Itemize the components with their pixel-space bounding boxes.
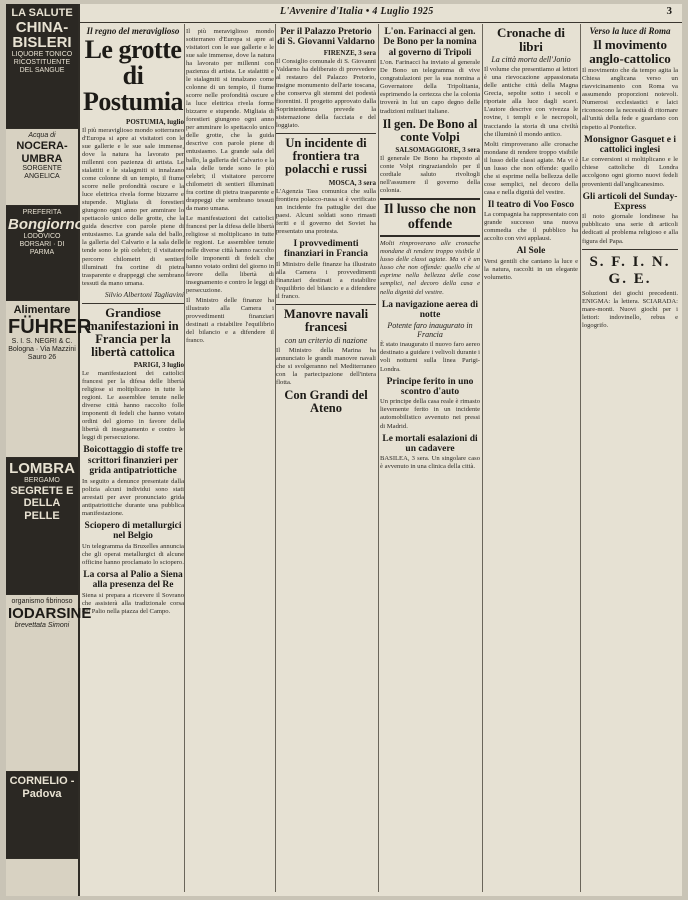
divider (582, 249, 678, 250)
ad-fuhrer (6, 301, 92, 458)
subheadline: La città morta dell'Jonio (491, 55, 571, 65)
divider (82, 303, 184, 304)
divider (276, 133, 376, 134)
ad-brand: Bongiorno (8, 216, 84, 234)
headline-frontiera: Un incidente di frontiera tra polacchi e russi (285, 136, 367, 177)
headline-sciopero: Sciopero di metallurgici nel Belgio (84, 520, 182, 542)
article-body: Il più meraviglioso mondo sotterraneo d'Europa si apre ai visitatori con le sue gallerie e le sue sale immense, dove la natura ha lavorato per millenni con pazienza di artista. Le stalattiti e le stalagmiti si innalzano come colonne di un tempio, il fiume scorre nelle profondità oscure e la luce elettrica rivela forme bizzarre e stupende. Migliaia di forestieri giungono ogni anno per ammirare lo spettacolo unico delle grotte, che la guida descrive con parole piene di entusiasmo. La grande sala del ballo, la galleria del Calvario e la sala delle tende sono le più celebri; il visitatore percorre chilometri di sentieri illuminati fra cortine di pietra trasparente e drappeggi che sembrano tessuti da mano umana. (82, 127, 184, 287)
article-body: Il Ministro della Marina ha annunciato le grandi manovre navali che si svolgeranno nel Mediterraneo con la partecipazione dell'intera flotta. (276, 347, 376, 387)
headline-bottom: Con Grandi del Ateno (284, 388, 368, 416)
article-body: Le conversioni si moltiplicano e le chiese cattoliche di Londra accolgono ogni giorno nuovi fedeli provenienti dall'anglicanesimo. (582, 156, 678, 188)
article-body: Un principe della casa reale è rimasto lievemente ferito in un incidente automobilistico avvenuto nei pressi di Madrid. (380, 398, 480, 430)
ad-china-bisleri (6, 4, 78, 129)
ad-text: SEGRETE E DELLA PELLE (10, 484, 74, 523)
headline-esalazioni: Le mortali esalazioni di un cadavere (382, 433, 478, 454)
column-rule (275, 24, 276, 892)
article-body: Versi gentili che cantano la luce e la natura, raccolti in un elegante volumetto. (484, 257, 578, 281)
ad-text: Alimentare (13, 304, 71, 316)
ad-nocera-umbra (6, 129, 78, 206)
column-de-bono (380, 24, 480, 892)
newspaper-page (6, 4, 682, 896)
column-rule (378, 24, 379, 892)
ad-text: PREFERITA (22, 209, 62, 216)
box-lusso (380, 198, 480, 237)
divider (276, 304, 376, 305)
subheadline: Potente faro inaugurato in Francia (387, 321, 473, 340)
ad-text: LODOVICO BORSARI · DI PARMA (19, 232, 65, 256)
article-body: La compagnia ha rappresentato con grande successo una nuova commedia che il pubblico ha accolto con vivi applausi. (484, 211, 578, 243)
author-signature: Silvio Albertoni Tagliavini (104, 289, 184, 299)
headline-al-sole: Al Sole (516, 246, 546, 257)
ad-cornelio (6, 772, 78, 859)
ad-text: brevettata Simoni (14, 621, 70, 629)
headline-pretorio: Per il Palazzo Pretorio di S. Giovanni Valdarno (277, 27, 375, 48)
article-body: In seguito a denunce presentate dalla polizia alcuni individui sono stati arrestati per aver pronunciato grida antipatriottiche durante una pubblica manifestazione. (82, 477, 184, 517)
headline-lusso: Il lusso che non offende (383, 201, 477, 232)
ad-lombra (6, 458, 78, 595)
article-body-cont: Il Ministro delle finanze ha illustrato alla Camera i provvedimenti finanziari destinati a ristabilire l'equilibrio del bilancio e a difendere il franco. (186, 297, 274, 345)
column-rule (580, 24, 581, 892)
kicker: Verso la luce di Roma (589, 26, 671, 36)
column-rule (184, 24, 185, 892)
ad-iodarsine (6, 595, 92, 772)
headline-farinacci: L'on. Farinacci al gen. De Bono per la nomina al governo di Tripoli (383, 27, 477, 58)
dateline: FIRENZE, 3 sera (323, 48, 376, 57)
headline-provvedimenti: I provvedimenti finanziari in Francia (284, 238, 368, 260)
article-body: Il Consiglio comunale di S. Giovanni Valdarno ha deliberato di provvedere al restauro del Palazzo Pretorio, insigne monumento dell'arte toscana, che conserva gli stemmi dei podestà fiorentini. Il progetto approvato dalla Soprintendenza prevede la sistemazione della facciata e del loggiato. (276, 57, 376, 130)
dateline: SALSOMAGGIORE, 3 sera (395, 145, 480, 154)
ad-brand: CHINA-BISLERI (12, 18, 72, 52)
ad-brand: FÜHRER (8, 315, 92, 338)
article-body: BASILEA, 3 sera. Un singolare caso è avvenuto in una clinica della città. (380, 455, 480, 471)
page-number: 3 (666, 5, 672, 17)
article-body: L'on. Farinacci ha inviato al generale De Bono un telegramma di vive congratulazioni per la sua nomina a Governatore della Tripolitania, esprimendo la certezza che la colonia troverà in lui un capo degno delle tradizioni militari italiane. (380, 59, 480, 115)
column-grotte-cont (186, 24, 274, 892)
article-body-cont: Il più meraviglioso mondo sotterraneo d'Europa si apre ai visitatori con le sue gallerie e le sue sale immense, dove la natura ha lavorato per millenni con pazienza di artista. Le stalattiti e le stalagmiti si innalzano come colonne di un tempio, il fiume scorre nelle profondità oscure e la luce elettrica rivela forme bizzarre e stupende. Migliaia di forestieri giungono ogni anno per ammirare lo spettacolo unico delle grotte, che la guida descrive con parole piene di entusiasmo. La grande sala del ballo, la galleria del Calvario e la sala delle tende sono le più celebri; il visitatore percorre chilometri di sentieri illuminati fra cortine di pietra trasparente e drappeggi che sembrano tessuti da mano umana. (186, 28, 274, 212)
headline-de-bono: Il gen. De Bono al conte Volpi (382, 116, 478, 144)
article-body: Il generale De Bono ha risposto al conte Volpi ringraziandolo per il cordiale saluto rivoltogli nell'assumere il governo della colonia. (380, 154, 480, 194)
headline-boicottaggio: Boicottaggio di stoffe tre scrittori finanzieri per grida antipatriottiche (83, 445, 183, 477)
article-body: Il Ministro delle finanze ha illustrato alla Camera i provvedimenti finanziari destinati a ristabilire l'equilibrio del bilancio e a difendere il franco. (276, 260, 376, 300)
article-body: Il volume che presentiamo ai lettori è una rievocazione appassionata delle antiche città della Magna Grecia, sepolte sotto i secoli e riportate alla luce dagli scavi. L'autore descrive con vivezza le rovine, i templi e le necropoli, tracciando la storia di una civiltà che illuminò il mondo antico. (484, 66, 578, 138)
column-grotte (82, 24, 184, 892)
ad-text: LIQUORE TONICO RICOSTITUENTE DEL SANGUE (11, 51, 73, 75)
ad-brand: IODARSINE (8, 605, 92, 623)
ad-text: CORNELIO - Padova (9, 775, 75, 800)
headline-teatro: Il teatro di Voo Fosco (487, 199, 575, 210)
headline: Le grotte di Postumia (83, 35, 183, 116)
headline-gasquet: Monsignor Gasquet e i cattolici inglesi (584, 134, 676, 155)
dateline: POSTUMIA, luglio (126, 118, 184, 126)
headline-manovre: Manovre navali francesi (283, 306, 369, 334)
paper-title: L'Avvenire d'Italia • 4 Luglio 1925 (280, 6, 434, 17)
ad-bongiorno (6, 206, 84, 301)
ad-text: LA SALUTE (11, 7, 73, 19)
ad-text: Acqua di (28, 132, 56, 139)
article-body: È stato inaugurato il nuovo faro aereo destinato a guidare i velivoli durante i voli notturni sulla linea Parigi-Londra. (380, 341, 480, 373)
ads-column (6, 4, 92, 896)
column-anglo-cattolico (582, 24, 678, 892)
article-body: Le manifestazioni dei cattolici francesi per la difesa delle libertà religiose si moltiplicano in tutte le regioni. Le assemblee tenute nelle diverse città hanno raccolto folle imponenti di fedeli che hanno votato ordini del giorno in favore della libertà di insegnamento e contro le leggi di persecuzione. (82, 370, 184, 442)
subheadline: con un criterio di nazione (284, 336, 368, 345)
article-body: Il noto giornale londinese ha pubblicato una serie di articoli dedicati al problema religioso e alla figura del Papa. (582, 213, 678, 245)
headline-sunday-express: Gli articoli del Sunday-Express (582, 191, 678, 212)
column-rule (482, 24, 483, 892)
dateline: PARIGI, 3 luglio (133, 361, 184, 370)
headline-movimento: Il movimento anglo-cattolico (589, 37, 671, 66)
headline-palio: La corsa al Palio a Siena alla presenza del Re (83, 569, 183, 591)
column-pretorio (276, 24, 376, 892)
article-body: Siena si prepara a ricevere il Sovrano che assisterà alla tradizionale corsa del Palio nella piazza del Campo. (82, 591, 184, 615)
headline-cronache-libri: Cronache di libri (496, 25, 565, 54)
headline-francia: Grandiose manifestazioni in Francia per la libertà cattolica (87, 305, 179, 359)
article-body: Molti rimproverano alle cronache mondane di rendere troppo visibile il lusso delle classi agiate. Ma vi è un lusso che non offende: quello che si esprime nella bellezza delle cose semplici, nel decoro della casa e nella dignità del vestire. (380, 240, 480, 296)
column-libri (484, 24, 578, 892)
ad-text: SORGENTE ANGELICA (22, 165, 62, 181)
ad-brand: LOMBRA (9, 460, 75, 477)
article-body: L'Agenzia Tass comunica che sulla frontiera polacco-russa si è verificato un incidente fra pattuglie dei due paesi. Alcuni soldati sono rimasti feriti e il governo dei Soviet ha presentato una protesta. (276, 187, 376, 235)
ad-text: BERGAMO (24, 476, 60, 484)
article-body-cont: Le manifestazioni dei cattolici francesi per la difesa delle libertà religiose si moltiplicano in tutte le regioni. Le assemblee tenute nelle diverse città hanno raccolto folle imponenti di fedeli che hanno votato ordini del giorno in favore della libertà di insegnamento e contro le leggi di persecuzione. (186, 214, 274, 294)
masthead (80, 4, 682, 23)
ad-text: organismo fibrinoso (11, 598, 73, 605)
ad-brand: NOCERA-UMBRA (16, 140, 68, 165)
headline-navigazione: La navigazione aerea di notte (381, 299, 479, 320)
sfinge-title: S. F. I. N. G. E. (589, 253, 671, 287)
kicker: Il regno del meraviglioso (86, 26, 180, 36)
ad-text: S. I. S. NEGRI & C. Bologna · Via Mazzini Sauro 26 (8, 337, 76, 361)
dateline: MOSCA, 3 sera (328, 178, 376, 187)
headline-principe: Principe ferito in uno scontro d'auto (386, 376, 474, 397)
article-body-cont: Molti rimproverano alle cronache mondane di rendere troppo visibile il lusso delle classi agiate. Ma vi è un lusso che non offende: quello che si esprime nella bellezza delle cose semplici, nel decoro della casa e nella dignità del vestire. (484, 140, 578, 196)
puzzle-body: Soluzioni dei giochi precedenti. ENIGMA: la lettera. SCIARADA: mare-monti. Nuovi giochi per i lettori: indovinello, rebus e logogrifo. (582, 289, 678, 329)
article-body: Un telegramma da Bruxelles annuncia che gli operai metallurgici di alcune officine hanno proclamato lo sciopero. (82, 542, 184, 566)
article-body: Il movimento che da tempo agita la Chiesa anglicana verso un riavvicinamento con Roma va assumendo proporzioni notevoli. Numerosi ecclesiastici e laici riconoscono la necessità di ritornare all'unità della fede e guardano con rispetto al Pontefice. (582, 67, 678, 131)
